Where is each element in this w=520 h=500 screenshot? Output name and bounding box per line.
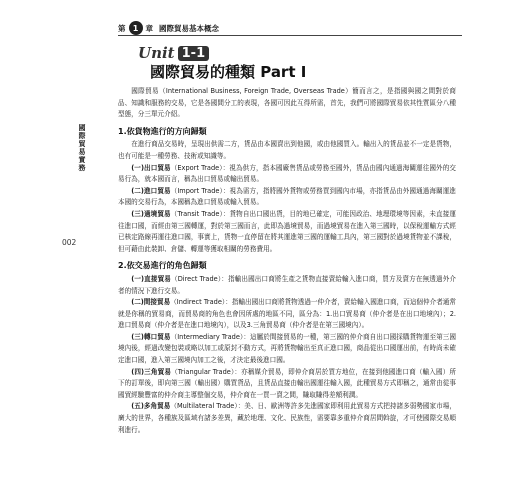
list-item: (四)三角貿易（Triangular Trade）：亦稱媒介貿易，即仲介商居於買方地位，在接到他國進口商（輸入國）所下的訂單後，即向第三國（輸出國）購買貨品，且貨品直接由輸出國運往輸入國，此種貿易方式即稱之，通常由從事國貿經驗豐富的仲介商主導整個交易，仲介商在一買一賣之間，賺取賺得差額利潤。	[118, 367, 457, 399]
list-item: (一)出口貿易（Export Trade）：視為供方，指本國廠售貨品或勞務至國外，貨品由國內通過海關運往國外的交易行為，就本國而言，稱為出口貿易或輸出貿易。	[118, 163, 456, 184]
page-title: 國際貿易的種類 Part I	[150, 63, 307, 81]
list-item: (一)直接貿易（Direct Trade）：指輸出國出口商將生產之貨物直接賣給輸入進口商，買方及賣方在無透過外介者的情況下進行交易。	[118, 274, 456, 295]
chapter-prefix: 第	[118, 23, 126, 33]
sidebar-book-title: 國際貿易實務	[78, 124, 86, 172]
section-heading: 2.依交易進行的角色歸類	[118, 261, 207, 271]
list-item: (三)過境貿易（Transit Trade）：貨物自出口國出貨，目的地已確定，可能因政治、地理環境等因素，未直接運往進口國，而經由第三國轉運，對於第三國而言，此即為過境貿易，而過境貿易在進入第三國時，以保稅運輸方式經已核定路線再運往進口國，事實上，貨物一直停留在將其運進第三國的運輸工具內，第三國對於過境貨物並不課稅，但可藉由此裝卸、倉儲、轉運等獲取相關的勞務費用。	[118, 209, 456, 253]
article-body	[118, 86, 456, 436]
intro-paragraph: 國際貿易（International Business, Foreign Trade, Overseas Trade）簡而言之，是指國與國之間對於商品、知識和服務的交易，它是各國間分工的表現，各國可因此互得所需，首先，我們可將國際貿易依其性質區分八種型態，分三單元介紹。	[118, 87, 456, 119]
list-item: (二)進口貿易（Import Trade）：視為需方，指將國外貨物或勞務買到國內市場，亦指貨品由外國通過海關運進本國的交易行為，本國稱為進口貿易或輸入貿易。	[118, 186, 457, 207]
unit-word: Unit	[138, 44, 175, 62]
list-item: (五)多角貿易（Multilateral Trade）：美、日、歐洲等許多先進國家即利用此貿易方式把持諸多弱勢國家市場，廣大的世界，各種族及區域有諸多差異，藏於地理、文化、民族性，需要靠多重仲介商居間斡旋，才可使國際交易順利進行。	[118, 402, 456, 434]
unit-heading	[138, 44, 209, 62]
list-item: (二)間接貿易（Indirect Trade）：指輸出國出口商將貨物透過一仲介者，賣給輸入國進口商，而這個仲介者通常就是你稱的貿易商，而貿易商的角色也會因所處的地區不同，區分為：1.出口貿易商（仲介者是在出口地境內）；2.進口貿易商（仲介者是在進口地境內），以及3.三角貿易商（仲介者是在第三國境內）。	[118, 298, 456, 330]
chapter-number-badge: 1	[129, 21, 143, 35]
chapter-title: 國際貿易基本概念	[159, 23, 219, 33]
list-item: (三)轉口貿易（Intermediary Trade）：這屬於間接貿易的一種，第三國的仲介商自出口國採購貨物運至第三國境內後，經過改變包裝或略以加工或原封不動方式，再將貨物輸出至真正進口國，商品從出口國運出前，有時尚未確定進口國，進入第三國境內加工之後，才決定最後進口國。	[118, 332, 456, 365]
section-heading: 1.依貨物進行的方向歸類	[118, 126, 207, 136]
chapter-header	[118, 21, 219, 35]
page-number: 002	[62, 238, 77, 247]
section-intro: 在進行商品交易時，呈現出供需二方，貨品由本國賣出到他國，或由他國買入。輸出入的貨品並不一定是貨物，也有可能是一種勞務、技術或知識等。	[118, 140, 456, 160]
unit-number-badge: 1-1	[178, 46, 210, 61]
chapter-divider	[118, 35, 462, 36]
chapter-suffix: 章	[145, 23, 153, 33]
